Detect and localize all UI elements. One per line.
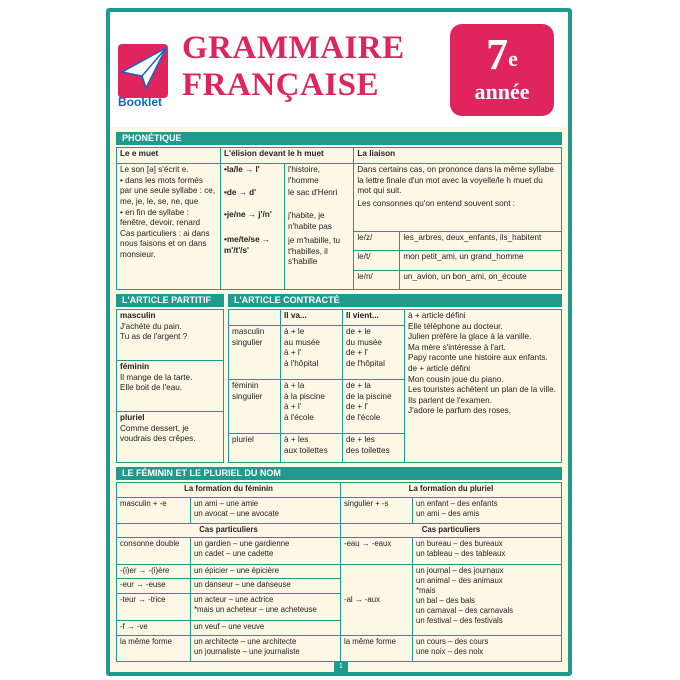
va-cell: à + les aux toilettes (281, 434, 343, 463)
plur-rule: singulier + -s (341, 497, 413, 523)
fem-rule: -f → -ve (117, 620, 191, 635)
grade-sup: e (508, 46, 518, 71)
emuet-heading: Le e muet (117, 148, 221, 164)
partitif-masc-head: masculin (120, 311, 156, 320)
row-label: pluriel (229, 434, 281, 463)
liaison-sound: le/z/ (354, 231, 400, 250)
fem-rule: consonne double (117, 538, 191, 564)
page-title (182, 30, 405, 104)
col-va: Il va... (281, 310, 343, 326)
fem-rule: -eur → -euse (117, 579, 191, 594)
fem-special-heading: Cas particuliers (117, 523, 341, 538)
row-label: masculin singulier (229, 326, 281, 380)
fem-example: un acteur – une actrice *mais un acheteur – une acheteuse (191, 594, 341, 620)
fem-example: un danseur – une danseuse (191, 579, 341, 594)
elision-heading: L'élision devant le h muet (221, 148, 354, 164)
grade-number: 7 (486, 30, 509, 79)
vient-cell: de + les des toilettes (343, 434, 405, 463)
plur-heading: La formation du pluriel (341, 483, 562, 498)
liaison-sub: Les consonnes qu'on entend souvent sont : (357, 198, 516, 208)
row-label: féminin singulier (229, 380, 281, 434)
liaison-intro: Dans certains cas, on prononce dans la même syllabe la lettre finale d'un mot avec la voyelle/le h muet du mot qui suit. (357, 165, 554, 196)
plur-example: un enfant – des enfants un ami – des amis (413, 497, 562, 523)
grade-badge (450, 24, 554, 116)
title-line1: GRAMMAIRE (182, 30, 405, 66)
partitif-plur-head: pluriel (120, 413, 145, 422)
section-title-feminin: LE FÉMININ ET LE PLURIEL DU NOM (116, 467, 562, 480)
plur-special-heading: Cas particuliers (341, 523, 562, 538)
plur-rule: -eau → -eaux (341, 538, 413, 564)
elision-example: j'habite, je n'habite pas (288, 210, 332, 231)
plur-example: un bureau – des bureaux un tableau – des tableaux (413, 538, 562, 564)
fem-example: un veuf – une veuve (191, 620, 341, 635)
partitif-masc-text: J'achète du pain. Tu as de l'argent ? (120, 321, 188, 342)
fem-rule: la même forme (117, 635, 191, 661)
plur-example: un journal – des journaux un animal – des animaux *mais un bal – des bals un carnaval – des carnavals un festival – des festivals (413, 564, 562, 635)
liaison-sound: le/t/ (354, 251, 400, 270)
partitif-plur-text: Comme dessert, je voudrais des crêpes. (120, 423, 196, 444)
elision-rule: •de → d' (224, 187, 257, 197)
feminin-table (116, 482, 562, 662)
contracte-examples: à + article défini Elle téléphone au docteur. Julien préfère la glace à la vanille. Ma mère s'intéresse à l'art. Papy raconte une histoire aux enfants. de + article défini Mon cousin joue du piano. Les touristes achètent un plan de la ville. Ils parlent de l'examen. J'adore le parfum des roses. (405, 310, 562, 463)
elision-rule: •je/ne → j'/n' (224, 210, 272, 220)
plur-example: un cours – des cours une noix – des noix (413, 635, 562, 661)
liaison-example: un_avion, un bon_ami, on_écoute (400, 270, 562, 289)
liaison-heading: La liaison (354, 148, 562, 164)
section-title-phonetique: PHONÉTIQUE (116, 132, 562, 145)
elision-rule: •la/le → l' (224, 165, 260, 175)
contracte-table (228, 309, 562, 463)
fem-heading: La formation du féminin (117, 483, 341, 498)
partitif-fem-text: Il mange de la tarte. Elle boit de l'eau. (120, 372, 193, 393)
elision-example: je m'habille, tu t'habilles, il s'habille (288, 236, 341, 267)
liaison-example: mon petit_ami, un grand_homme (400, 251, 562, 270)
elision-example: l'histoire, l'homme (288, 165, 321, 185)
fem-example: un gardien – une gardienne un cadet – une cadette (191, 538, 341, 564)
fem-example: un épicier – une épicière (191, 564, 341, 579)
section-title-contracte: L'ARTICLE CONTRACTÉ (228, 294, 562, 307)
fem-rule: -teur → -trice (117, 594, 191, 620)
vient-cell: de + le du musée de + l' de l'hôpital (343, 326, 405, 380)
va-cell: à + le au musée à + l' à l'hôpital (281, 326, 343, 380)
grade-word: année (474, 79, 530, 104)
liaison-sound: le/n/ (354, 270, 400, 289)
partitif-table (116, 309, 224, 463)
partitif-fem-head: féminin (120, 362, 150, 371)
plur-rule: -al → -aux (341, 564, 413, 635)
liaison-example: les_arbres, deux_enfants, ils_habitent (400, 231, 562, 250)
title-line2: FRANÇAISE (182, 67, 380, 103)
emuet-text: Le son [ə] s'écrit e. • dans les mots formés par une seule syllabe : ce, me, je, le, se, ne, que • en fin de syllabe : fenêtre, devoir, renard Cas particuliers : ai dans nous faisons et on dans monsieur. (117, 164, 221, 290)
plur-rule: la même forme (341, 635, 413, 661)
fem-rule: masculin + -e (117, 497, 191, 523)
elision-example: le sac d'Henri (288, 188, 338, 198)
fem-example: un architecte – une architecte un journaliste – une journaliste (191, 635, 341, 661)
page-number: 1 (334, 661, 348, 672)
fem-example: un ami – une amie un avocat – une avocate (191, 497, 341, 523)
logo-text: Booklet (118, 95, 163, 109)
section-title-partitif: L'ARTICLE PARTITIF (116, 294, 224, 307)
phonetique-table (116, 147, 562, 290)
va-cell: à + la à la piscine à + l' à l'école (281, 380, 343, 434)
vient-cell: de + la de la piscine de + l' de l'école (343, 380, 405, 434)
elision-rule: •me/te/se → m'/t'/s' (224, 234, 271, 255)
fem-rule: -(i)er → -(i)ère (117, 564, 191, 579)
col-vient: Il vient... (343, 310, 405, 326)
